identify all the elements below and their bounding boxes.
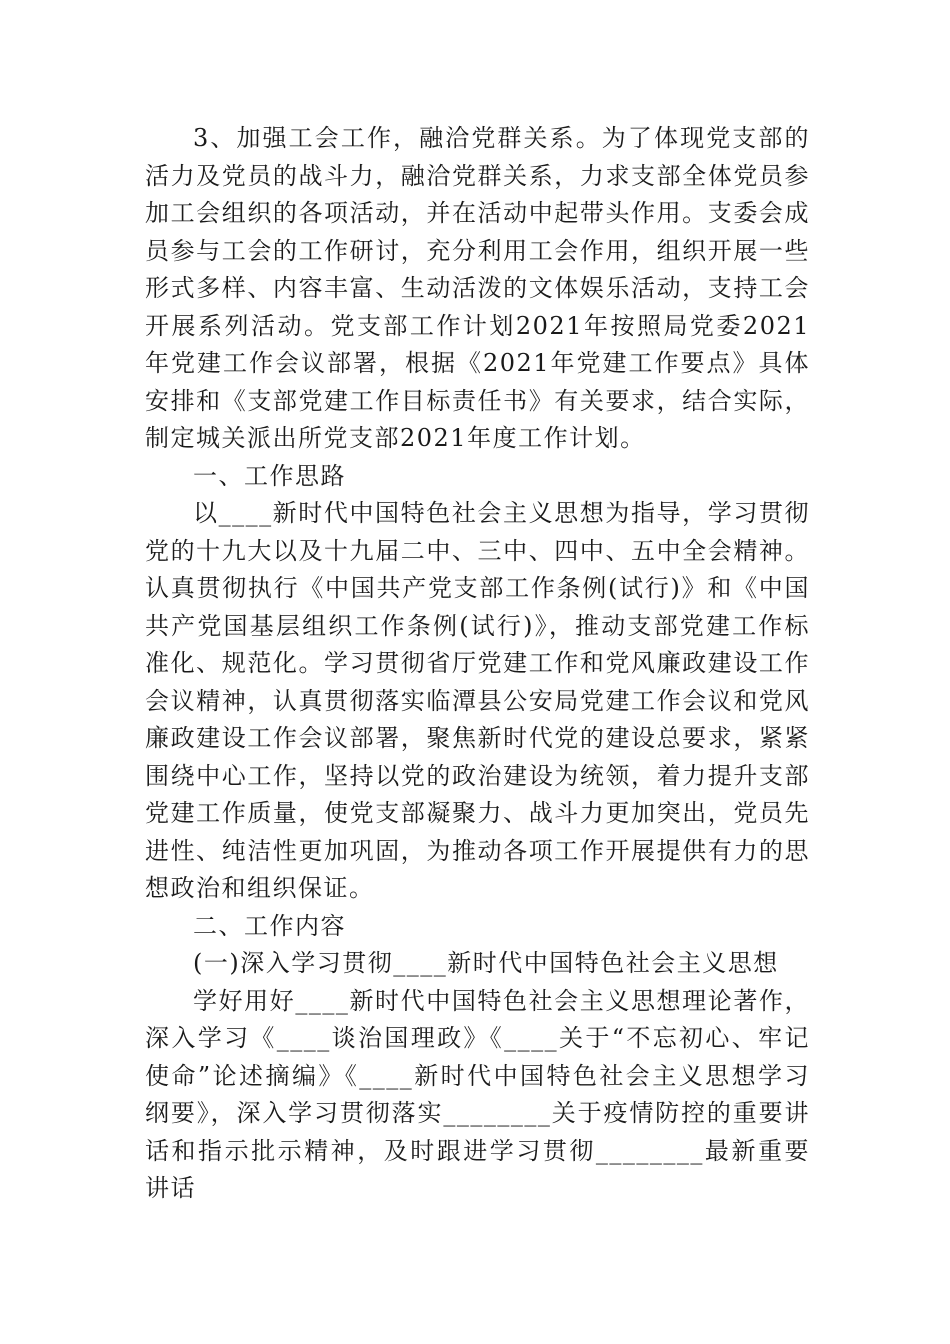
document-body bbox=[145, 120, 810, 1208]
paragraph-study: 学好用好____新时代中国特色社会主义思想理论著作，深入学习《____谈治国理政》《____关于“不忘初心、牢记使命”论述摘编》《____新时代中国特色社会主义思想学习纲要》，深入学习贯彻落实________关于疫情防控的重要讲话和指示批示精神，及时跟进学习贯彻________最新重要讲话 bbox=[145, 986, 810, 1202]
section-heading-work-content: 二、工作内容 bbox=[193, 911, 346, 940]
subsection-heading-study: (一)深入学习贯彻____新时代中国特色社会主义思想 bbox=[193, 949, 779, 977]
paragraph-work-ideas: 以____新时代中国特色社会主义思想为指导，学习贯彻党的十九大以及十九届二中、三中、四中、五中全会精神。认真贯彻执行《中国共产党支部工作条例(试行)》和《中国共产党国基层组织工作条例(试行)》，推动支部党建工作标准化、规范化。学习贯彻省厅党建工作和党风廉政建设工作会议精神，认真贯彻落实临潭县公安局党建工作会议和党风廉政建设工作会议部署，聚焦新时代党的建设总要求，紧紧围绕中心工作，坚持以党的政治建设为统领，着力提升支部党建工作质量，使党支部凝聚力、战斗力更加突出，党员先进性、纯洁性更加巩固，为推动各项工作开展提供有力的思想政治和组织保证。 bbox=[145, 499, 810, 902]
paragraph-union-work: 3、加强工会工作，融洽党群关系。为了体现党支部的活力及党员的战斗力，融洽党群关系，力求支部全体党员参加工会组织的各项活动，并在活动中起带头作用。支委会成员参与工会的工作研讨，充分利用工会作用，组织开展一些形式多样、内容丰富、生动活泼的文体娱乐活动，支持工会开展系列活动。党支部工作计划2021年按照局党委2021年党建工作会议部署，根据《2021年党建工作要点》具体安排和《支部党建工作目标责任书》有关要求，结合实际，制定城关派出所党支部2021年度工作计划。 bbox=[145, 124, 810, 452]
section-heading-work-ideas: 一、工作思路 bbox=[193, 461, 346, 490]
